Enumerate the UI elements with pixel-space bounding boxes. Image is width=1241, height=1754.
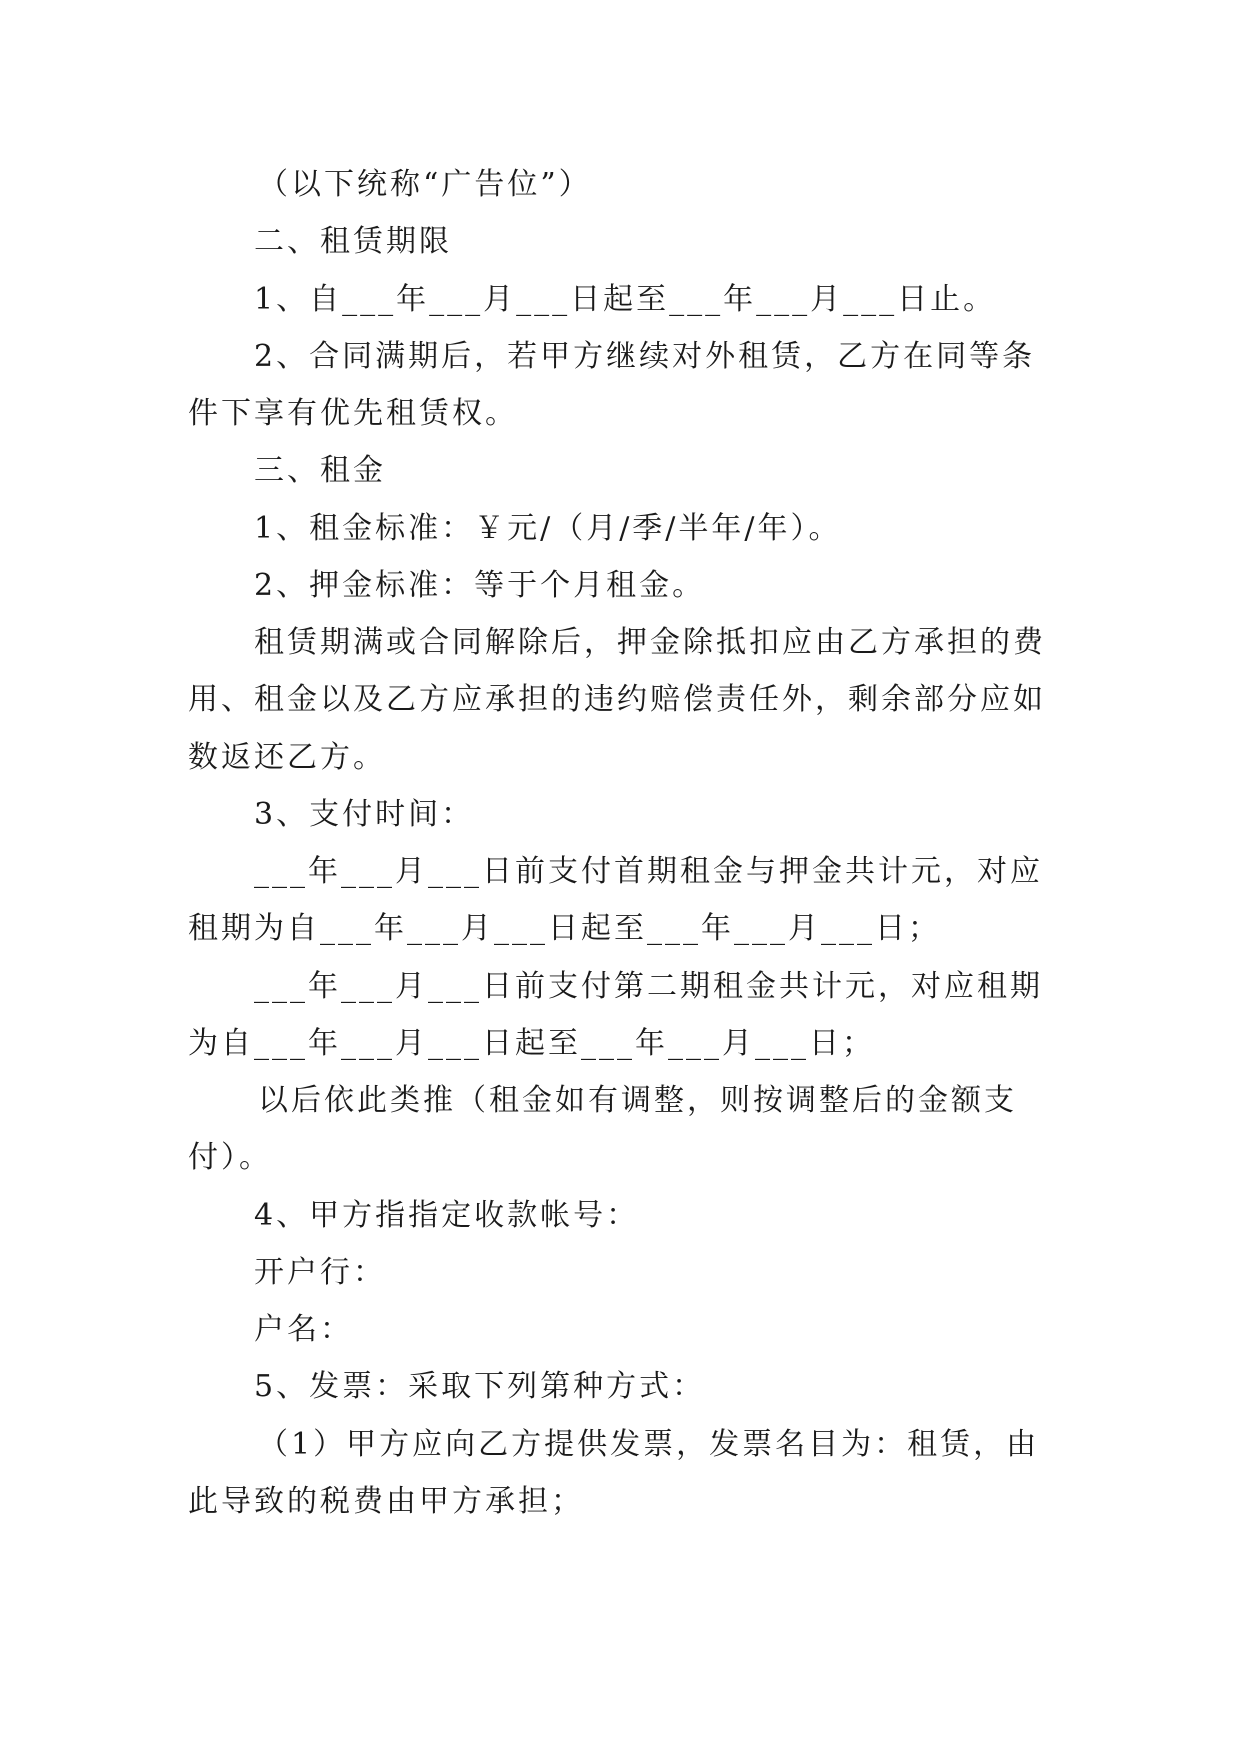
- text-line-24: 此导致的税费由甲方承担；: [188, 1484, 584, 1519]
- text-line-17: 以后依此类推（租金如有调整，则按调整后的金额支: [258, 1083, 1017, 1118]
- text-line-15: ___年___月___日前支付第二期租金共计元，对应租期: [254, 969, 1043, 1004]
- text-line-12: 3、支付时间：: [254, 797, 475, 832]
- text-line-19: 4、甲方指指定收款帐号：: [254, 1198, 640, 1233]
- text-line-10: 用、租金以及乙方应承担的违约赔偿责任外，剩余部分应如: [188, 682, 1046, 717]
- text-line-23: （1）甲方应向乙方提供发票，发票名目为：租赁，由: [258, 1427, 1040, 1462]
- text-line-4: 2、合同满期后，若甲方继续对外租赁，乙方在同等条: [254, 339, 1036, 374]
- section-heading-lease-term: 二、租赁期限: [254, 224, 452, 259]
- text-line-18: 付）。: [188, 1140, 272, 1175]
- text-line-22: 5、发票：采取下列第种方式：: [254, 1369, 706, 1404]
- text-line-1: （以下统称“广告位”）: [258, 167, 592, 202]
- text-line-11: 数返还乙方。: [188, 740, 386, 775]
- text-line-21: 户名：: [254, 1312, 353, 1347]
- text-line-20: 开户行：: [254, 1255, 386, 1290]
- text-line-7: 1、租金标准：￥元/（月/季/半年/年）。: [254, 511, 842, 546]
- section-heading-rent: 三、租金: [254, 453, 386, 488]
- text-line-5: 件下享有优先租赁权。: [188, 396, 518, 431]
- text-line-16: 为自___年___月___日起至___年___月___日；: [188, 1026, 875, 1061]
- text-line-13: ___年___月___日前支付首期租金与押金共计元，对应: [254, 854, 1043, 889]
- text-line-3: 1、自___年___月___日起至___年___月___日止。: [254, 282, 997, 317]
- text-line-8: 2、押金标准：等于个月租金。: [254, 568, 706, 603]
- text-line-14: 租期为自___年___月___日起至___年___月___日；: [188, 911, 941, 946]
- text-line-9: 租赁期满或合同解除后，押金除抵扣应由乙方承担的费: [254, 625, 1046, 660]
